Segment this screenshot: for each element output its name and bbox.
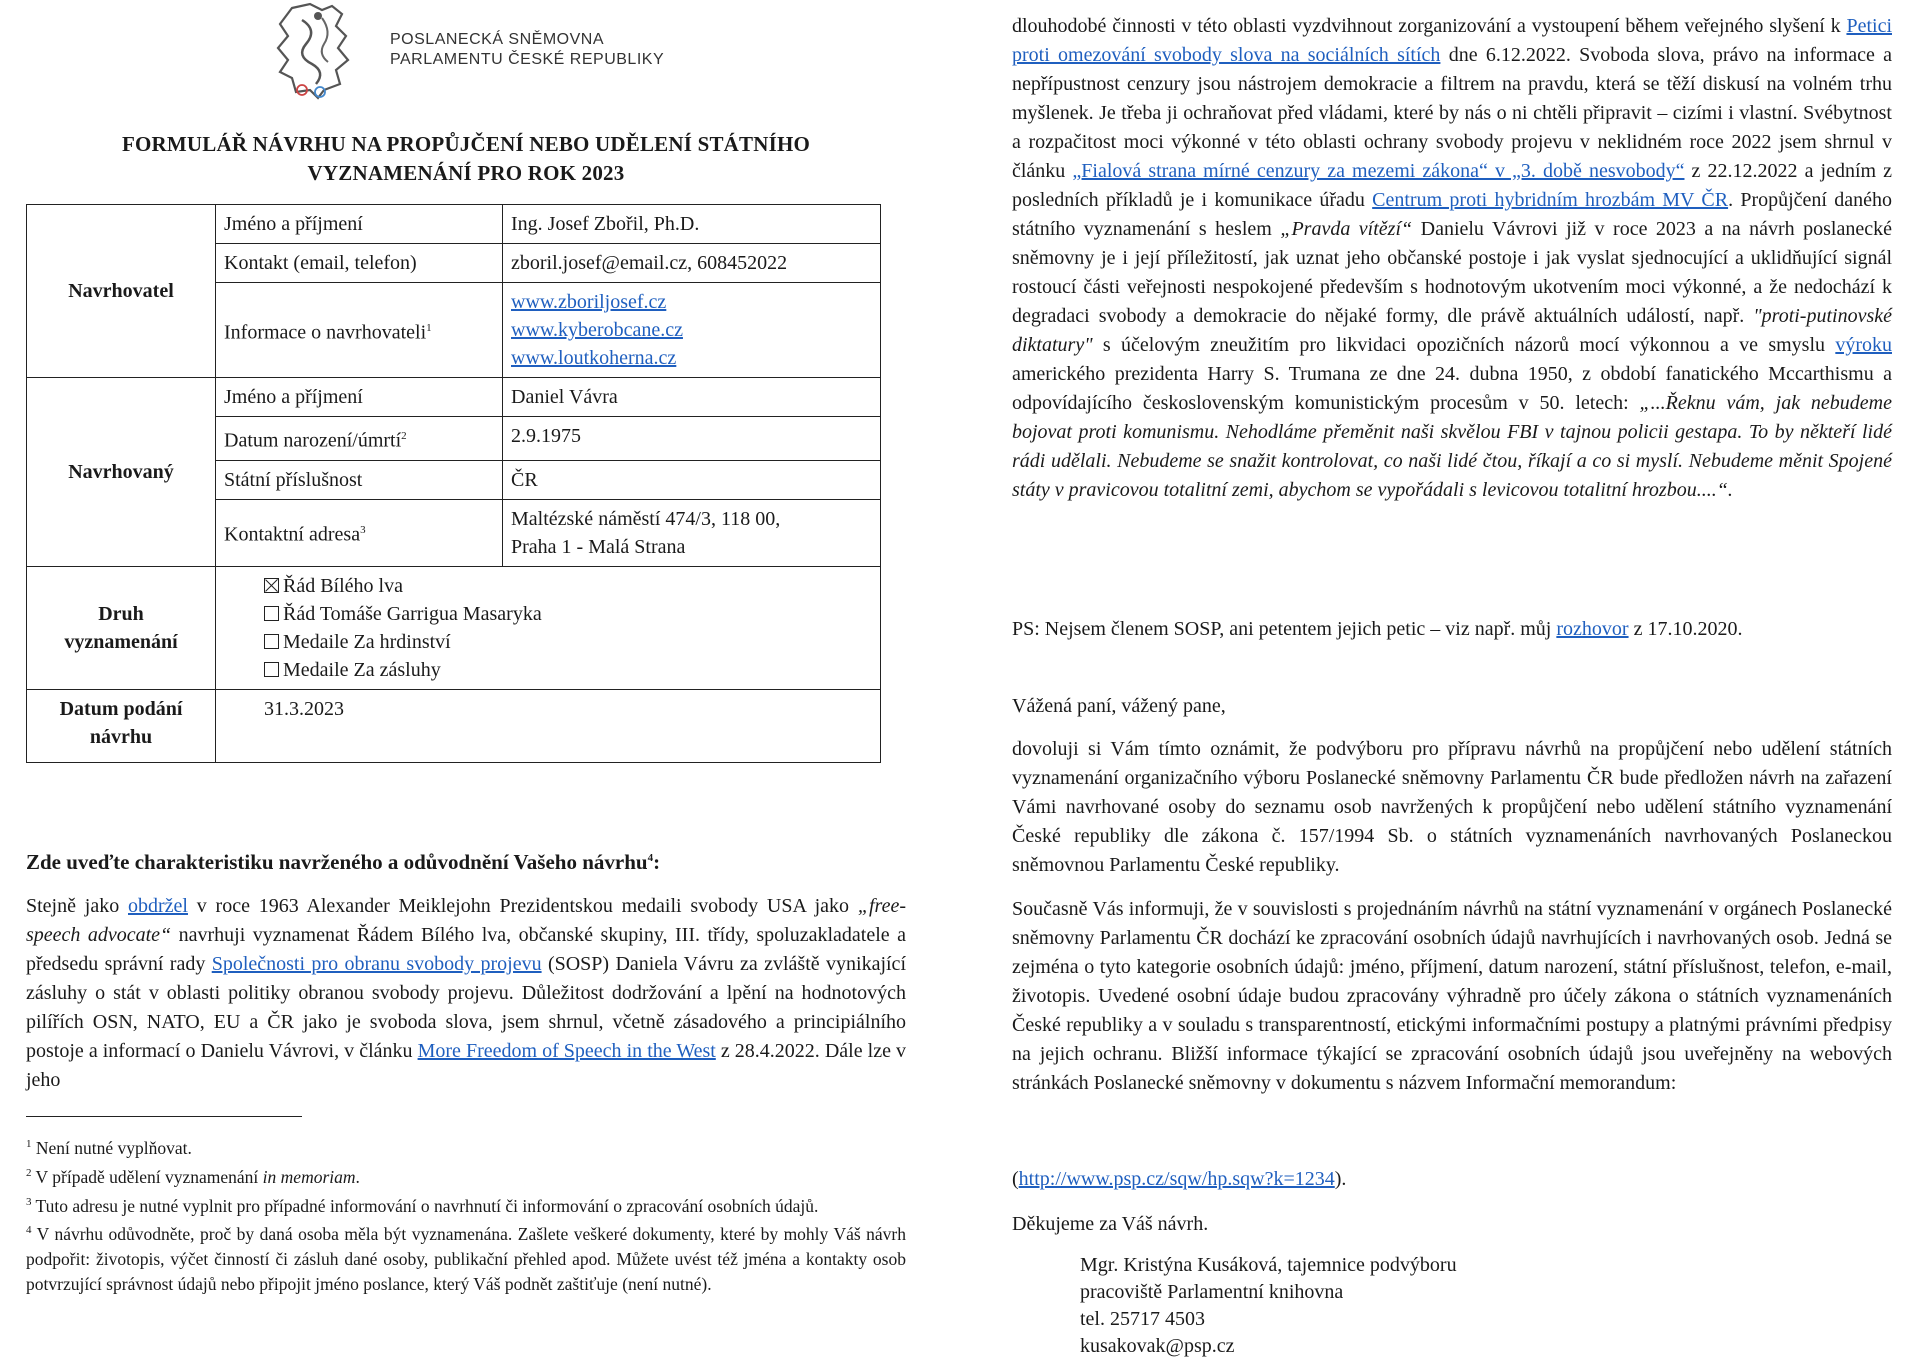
text-run: v roce 1963 Alexander Meiklejohn Prezidentskou medaili svobody USA jako <box>187 895 858 917</box>
submission-line-2: návrhu <box>89 725 153 748</box>
institution-line-2: PARLAMENTU ČESKÉ REPUBLIKY <box>390 51 665 68</box>
footnote-2 <box>26 1161 906 1190</box>
link-more-freedom[interactable]: More Freedom of Speech in the West <box>417 1040 716 1062</box>
institution-name <box>390 30 664 70</box>
footnote-ref-2: 2 <box>401 430 407 442</box>
text-run: z 22.12.2022 a jedním z posledních příkladů je i komunikace úřadu <box>1012 160 1892 211</box>
truman-quote: „...Řeknu vám, jak nebudeme bojovat proti komunismu. Nehodláme přeměnit naši skvělou FBI v tajnou policii gestapa. To by někteří lidé rádi udělali. Nebudeme se snažit kontrolovat, co naši lidé čtou, říkají a co si myslí. Nebudeme měnit Spojené státy v pravicovou totalitní zemi, abychom se vypořádali s levicovou totalitní hrozbou....“. <box>1012 392 1893 501</box>
greeting: Vážená paní, vážený pane, <box>1012 695 1226 717</box>
nominee-address-value <box>503 499 881 566</box>
nominee-name-value: Daniel Vávra <box>503 378 881 417</box>
nominee-address-label: Kontaktní adresa <box>224 523 361 546</box>
link-kyberobcane[interactable]: www.kyberobcane.cz <box>511 319 683 341</box>
text-run: s účelovým zneužitím pro likvidaci opozičních názorů mocí výkonnou a ve smyslu <box>1092 334 1836 356</box>
checkbox-icon[interactable] <box>264 634 279 649</box>
text-run: ). <box>1334 1168 1347 1190</box>
footnote-number: 3 <box>26 1195 32 1208</box>
memorandum-url <box>1012 1165 1892 1194</box>
text-run: z 28.4.2022. Dále lze v jeho <box>26 1040 906 1091</box>
footnote-text: V návrhu odůvodněte, proč by daná osoba měla být vyznamenána. Zašlete veškeré dokumenty, které by mohly Váš návrh podpořit: životopis, výčet činností či zásluh dané osoby, publikační přehled apod. Můžete uvést též jména a kontakty osob potvrzující správnost údajů nebo připojit jméno poslance, který Váš podnět zaštiťuje (není nutné). <box>26 1224 906 1295</box>
proposer-contact-label: Kontakt (email, telefon) <box>216 244 503 283</box>
footnote-4 <box>26 1218 906 1297</box>
link-fialova-strana[interactable]: „Fialová strana mírné cenzury za mezemi zákona“ v „3. době nesvobody“ <box>1072 160 1685 182</box>
title-line-2: VYZNAMENÁNÍ PRO ROK 2023 <box>307 161 625 185</box>
footnote-number: 2 <box>26 1166 32 1179</box>
text-run: Stejně jako <box>26 895 128 917</box>
signature-department: pracoviště Parlamentní knihovna <box>1080 1281 1344 1303</box>
footnote-text: Tuto adresu je nutné vyplnit pro případné informování o navrhnutí či informování o zpracování osobních údajů. <box>31 1195 819 1216</box>
ps-note <box>1012 615 1892 644</box>
link-vyroku[interactable]: výroku <box>1835 334 1892 356</box>
submission-date-value: 31.3.2023 <box>216 689 881 762</box>
proposer-contact-value: zboril.josef@email.cz, 608452022 <box>503 244 881 283</box>
award-option[interactable] <box>264 628 872 656</box>
address-line-2: Praha 1 - Malá Strana <box>511 535 686 558</box>
text-run: z 17.10.2020. <box>1628 618 1743 640</box>
justification-paragraph <box>26 892 906 1095</box>
footnote-text: V případě udělení vyznamenání <box>31 1166 263 1187</box>
text-run: ( <box>1012 1168 1019 1190</box>
award-option[interactable] <box>264 572 872 600</box>
award-options-cell <box>216 566 881 689</box>
text-run: amerického prezidenta Harry S. Trumana ze dne 24. dubna 1950, z období fanatického Mccarthismu a odpovídajícího československým komunistickým procesům v 50. letech: <box>1012 363 1892 414</box>
nominee-birth-label: Datum narození/úmrtí <box>224 429 402 452</box>
nominee-name-label: Jméno a příjmení <box>216 378 503 417</box>
continuation-paragraph <box>1012 12 1892 505</box>
text-run: (SOSP) Daniela Vávru za zvláště vynikající zásluhy o stát v oblasti politiky obranou svobody projevu. Důležitost dodržování a lpění na hodnotových pilířích OSN, NATO, EU a ČR jako je svoboda slova, jsem shrnul, včetně zásadového a principiálního postoje a informací o Danielu Vávrovi, v článku <box>26 953 906 1062</box>
footnote-ref-4: 4 <box>647 852 654 864</box>
proposer-group-label: Navrhovatel <box>27 205 216 378</box>
footnote-number: 1 <box>26 1138 32 1150</box>
gdpr-paragraph: Současně Vás informuji, že v souvislosti s projednáním návrhů na státní vyznamenání v orgánech Poslanecké sněmovny Parlamentu ČR dochází ke zpracování osobních údajů navrhujících i navrhovaných osob. Jedná se zejména o tyto kategorie osobních údajů: jméno, příjmení, datum narození, státní příslušnost, telefon, e-mail, životopis. Uvedené osobní údaje budou zpracovány výhradně pro účely zákona o státních vyznamenáních České republiky a v souladu s transparentností, etickými informačními postupy a platnými právními předpisy na jejich ochranu. Bližší informace týkající se zpracování osobních údajů jsou uveřejněny na webových stránkách Poslanecké sněmovny v dokumentu s názvem Informační memorandum: <box>1012 898 1892 1094</box>
footnote-italic: in memoriam <box>262 1166 356 1187</box>
award-option-label: Medaile Za zásluhy <box>283 658 441 681</box>
proposer-name-label: Jméno a příjmení <box>216 205 503 244</box>
checkbox-icon[interactable] <box>264 606 279 621</box>
link-rozhovor[interactable]: rozhovor <box>1556 618 1629 640</box>
checkbox-checked-icon[interactable] <box>264 578 279 593</box>
proposer-name-value: Ing. Josef Zbořil, Ph.D. <box>503 205 881 244</box>
signature-block <box>1080 1252 1457 1360</box>
award-option[interactable] <box>264 656 872 684</box>
checkbox-icon[interactable] <box>264 662 279 677</box>
italic-quote: „free-speech advocate“ <box>26 895 906 946</box>
nominee-birth-value: 2.9.1975 <box>503 417 881 461</box>
proposal-form-table <box>26 204 881 763</box>
submission-line-1: Datum podání <box>59 697 183 720</box>
link-zboriljosef[interactable]: www.zboriljosef.cz <box>511 291 667 313</box>
justification-heading <box>26 850 660 875</box>
award-option[interactable] <box>264 600 872 628</box>
form-title <box>26 130 906 188</box>
award-option-label: Řád Bílého lva <box>283 574 403 597</box>
proposer-info-label-cell <box>216 283 503 378</box>
heading-text: Zde uveďte charakteristiku navrženého a odůvodnění Vašeho návrhu <box>26 850 648 874</box>
text-run: . Propůjčení daného státního vyznamenání s heslem <box>1012 189 1893 240</box>
footnote-3 <box>26 1190 906 1219</box>
footnote-1 <box>26 1132 906 1161</box>
footnote-number: 4 <box>26 1224 32 1237</box>
text-run: dne 6.12.2022. Svoboda slova, právo na informace a nepřípustnost cenzury jsou nástrojem demokracie a filtrem na pravdu, která se těží diskusí na volném trhu myšlenek. Je třeba ji ochraňovat před vládami, které by nás o ni chtěli připravit – cizími i vlastní. Svébytnost a rozpačitost moci výkonné v této oblasti ochrany svobody projevu v neklidném roce 2022 jsem shrnul v článku <box>1012 44 1893 182</box>
thanks: Děkujeme za Váš návrh. <box>1012 1213 1209 1235</box>
link-psp-memorandum[interactable]: http://www.psp.cz/sqw/hp.sqw?k=1234 <box>1018 1168 1335 1190</box>
italic-quote: "proti-putinovské diktatury" <box>1012 305 1892 356</box>
footnote-ref-3: 3 <box>360 524 366 537</box>
link-loutkoherna[interactable]: www.loutkoherna.cz <box>511 347 677 369</box>
nominee-group-label: Navrhovaný <box>27 378 216 567</box>
nominee-citizenship-label: Státní příslušnost <box>216 460 503 499</box>
award-type-line-1: Druh <box>98 602 144 625</box>
footnotes <box>26 1132 906 1297</box>
footnote-divider <box>26 1116 302 1117</box>
award-type-group-label <box>27 566 216 689</box>
signature-name: Mgr. Kristýna Kusáková, tajemnice podvýboru <box>1080 1254 1457 1276</box>
nominee-address-label-cell <box>216 499 503 566</box>
link-obdrzel[interactable]: obdržel <box>128 895 188 917</box>
heading-colon: : <box>653 850 661 874</box>
award-option-label: Řád Tomáše Garrigua Masaryka <box>283 602 542 625</box>
link-sosp[interactable]: Společnosti pro obranu svobody projevu <box>211 953 542 975</box>
footnote-text: Není nutné vyplňovat. <box>31 1137 192 1158</box>
link-hybrid-threats-center[interactable]: Centrum proti hybridním hrozbám MV ČR <box>1372 189 1729 211</box>
text-run: PS: Nejsem členem SOSP, ani petentem jejich petic – viz např. můj <box>1012 618 1557 640</box>
award-type-line-2: vyznamenání <box>64 630 178 653</box>
footnote-tail: . <box>355 1166 360 1187</box>
institution-line-1: POSLANECKÁ SNĚMOVNA <box>390 31 604 48</box>
text-run: dlouhodobé činnosti v této oblasti vyzdvihnout zorganizování a vystoupení během veřejného slyšení k <box>1012 15 1847 37</box>
proposer-links-cell <box>503 283 881 378</box>
title-line-1: FORMULÁŘ NÁVRHU NA PROPŮJČENÍ NEBO UDĚLENÍ STÁTNÍHO <box>121 132 811 156</box>
signature-phone: tel. 25717 4503 <box>1080 1308 1205 1330</box>
signature-email: kusakovak@psp.cz <box>1080 1335 1235 1357</box>
text-run: Danielu Vávrovi již v roce 2023 a na návrh poslanecké sněmovny je i její příležitostí, jak uznat jeho občanské postoje i jak vyslat sjednocující a uklidňující signál rostoucí části veřejnosti nespokojené především s hodnotovým ukotvením moci výkonné, a že nedochází k degradaci svobody a demokracie do nějaké formy, dle právě aktuálních událostí, např. <box>1012 218 1892 327</box>
motto: „Pravda vítězí“ <box>1280 218 1413 240</box>
submission-group-label <box>27 689 216 762</box>
nominee-birth-label-cell <box>216 417 503 461</box>
link-petition[interactable]: Petici proti omezování svobody slova na sociálních sítích <box>1012 15 1892 66</box>
address-line-1: Maltézské náměstí 474/3, 118 00, <box>511 507 781 530</box>
text-run: navrhuji vyznamenat Řádem Bílého lva, občanské skupiny, III. třídy, spoluzakladatele a předsedu správní rady <box>26 924 906 975</box>
nominee-citizenship-value: ČR <box>503 460 881 499</box>
footnote-ref-1: 1 <box>426 321 432 334</box>
award-option-label: Medaile Za hrdinství <box>283 630 451 653</box>
notice-paragraph: dovoluji si Vám tímto oznámit, že podvýboru pro přípravu návrhů na propůjčení nebo udělení státních vyznamenání organizačního výboru Poslanecké sněmovny Parlamentu ČR bude předložen návrh na zařazení Vámi navrhované osoby do seznamu osob navržených k propůjčení nebo udělení státního vyznamenání České republiky dle zákona č. 157/1994 Sb. o státních vyznamenáních navrhovaných Poslaneckou sněmovnou Parlamentu České republiky. <box>1012 738 1892 876</box>
proposer-info-label: Informace o navrhovateli <box>224 321 427 344</box>
coat-of-arms-icon <box>262 0 372 100</box>
